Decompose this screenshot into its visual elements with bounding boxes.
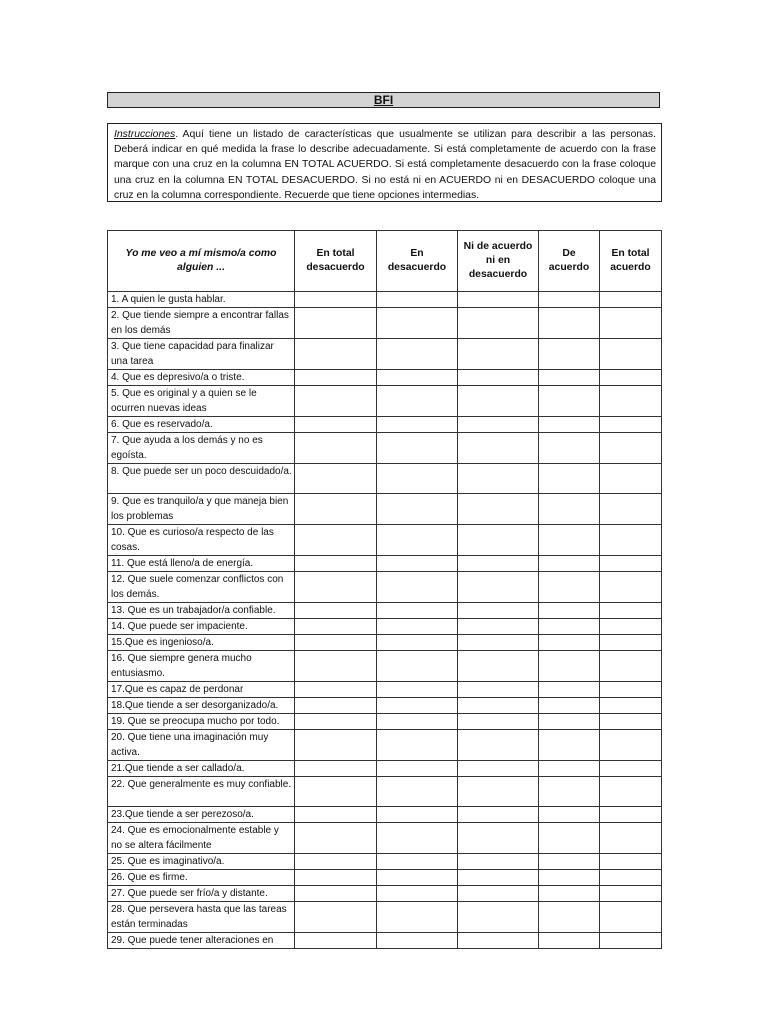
answer-cell-total-disagree[interactable] [295,635,377,651]
answer-cell-neutral[interactable] [458,807,539,823]
table-body [108,292,662,949]
answer-cell-disagree[interactable] [377,525,458,556]
item-statement: 24. Que es emocionalmente estable y no se altera fácilmente [108,823,295,854]
answer-cell-agree[interactable] [539,854,600,870]
answer-cell-disagree[interactable] [377,807,458,823]
header-neutral: Ni de acuerdo ni en desacuerdo [458,231,539,292]
answer-cell-neutral[interactable] [458,651,539,682]
answer-cell-total-agree[interactable] [600,433,662,464]
item-statement: 18.Que tiende a ser desorganizado/a. [108,698,295,714]
answer-cell-disagree[interactable] [377,417,458,433]
answer-cell-total-disagree[interactable] [295,854,377,870]
answer-cell-disagree[interactable] [377,572,458,603]
answer-cell-total-disagree[interactable] [295,902,377,933]
item-statement: 9. Que es tranquilo/a y que maneja bien los problemas [108,494,295,525]
table-row [108,777,662,807]
answer-cell-disagree[interactable] [377,603,458,619]
answer-cell-total-disagree[interactable] [295,494,377,525]
answer-cell-disagree[interactable] [377,730,458,761]
answer-cell-neutral[interactable] [458,777,539,807]
answer-cell-total-agree[interactable] [600,417,662,433]
answer-cell-agree[interactable] [539,556,600,572]
answer-cell-neutral[interactable] [458,682,539,698]
answer-cell-total-agree[interactable] [600,635,662,651]
answer-cell-total-disagree[interactable] [295,730,377,761]
table-row [108,339,662,370]
item-statement: 25. Que es imaginativo/a. [108,854,295,870]
answer-cell-disagree[interactable] [377,494,458,525]
answer-cell-neutral[interactable] [458,603,539,619]
answer-cell-disagree[interactable] [377,635,458,651]
answer-cell-neutral[interactable] [458,433,539,464]
answer-cell-agree[interactable] [539,464,600,494]
table-row [108,619,662,635]
answer-cell-disagree[interactable] [377,339,458,370]
answer-cell-total-agree[interactable] [600,761,662,777]
item-statement: 8. Que puede ser un poco descuidado/a. [108,464,295,494]
answer-cell-agree[interactable] [539,777,600,807]
item-statement: 17.Que es capaz de perdonar [108,682,295,698]
answer-cell-total-disagree[interactable] [295,370,377,386]
answer-cell-total-disagree[interactable] [295,682,377,698]
answer-cell-neutral[interactable] [458,730,539,761]
answer-cell-total-agree[interactable] [600,854,662,870]
answer-cell-neutral[interactable] [458,698,539,714]
answer-cell-total-agree[interactable] [600,933,662,949]
item-statement: 5. Que es original y a quien se le ocurren nuevas ideas [108,386,295,417]
answer-cell-neutral[interactable] [458,339,539,370]
answer-cell-disagree[interactable] [377,464,458,494]
answer-cell-disagree[interactable] [377,556,458,572]
answer-cell-disagree[interactable] [377,292,458,308]
table-row [108,603,662,619]
answer-cell-agree[interactable] [539,619,600,635]
answer-cell-neutral[interactable] [458,619,539,635]
table-row [108,807,662,823]
table-row [108,698,662,714]
answer-cell-total-agree[interactable] [600,339,662,370]
table-header-row [108,231,662,292]
answer-cell-total-disagree[interactable] [295,714,377,730]
answer-cell-agree[interactable] [539,603,600,619]
answer-cell-total-disagree[interactable] [295,308,377,339]
answer-cell-disagree[interactable] [377,933,458,949]
item-statement: 1. A quien le gusta hablar. [108,292,295,308]
answer-cell-neutral[interactable] [458,823,539,854]
answer-cell-agree[interactable] [539,433,600,464]
answer-cell-neutral[interactable] [458,854,539,870]
item-statement: 22. Que generalmente es muy confiable. [108,777,295,807]
answer-cell-agree[interactable] [539,870,600,886]
item-statement: 3. Que tiene capacidad para finalizar una tarea [108,339,295,370]
answer-cell-agree[interactable] [539,635,600,651]
answer-cell-total-disagree[interactable] [295,886,377,902]
item-statement: 10. Que es curioso/a respecto de las cosas. [108,525,295,556]
document-title: BFI [107,92,660,108]
answer-cell-neutral[interactable] [458,556,539,572]
answer-cell-total-agree[interactable] [600,292,662,308]
answer-cell-total-agree[interactable] [600,902,662,933]
answer-cell-total-disagree[interactable] [295,761,377,777]
table-row [108,494,662,525]
answer-cell-total-disagree[interactable] [295,698,377,714]
answer-cell-total-agree[interactable] [600,807,662,823]
answer-cell-neutral[interactable] [458,464,539,494]
answer-cell-disagree[interactable] [377,651,458,682]
bfi-questionnaire-table [107,230,662,949]
answer-cell-disagree[interactable] [377,761,458,777]
answer-cell-total-agree[interactable] [600,494,662,525]
answer-cell-total-disagree[interactable] [295,433,377,464]
item-statement: 14. Que puede ser impaciente. [108,619,295,635]
answer-cell-disagree[interactable] [377,714,458,730]
answer-cell-total-agree[interactable] [600,308,662,339]
answer-cell-disagree[interactable] [377,823,458,854]
table-row [108,417,662,433]
answer-cell-neutral[interactable] [458,933,539,949]
table-row [108,525,662,556]
table-row [108,886,662,902]
table-row [108,433,662,464]
table-row [108,556,662,572]
answer-cell-neutral[interactable] [458,635,539,651]
answer-cell-total-agree[interactable] [600,464,662,494]
answer-cell-total-disagree[interactable] [295,292,377,308]
answer-cell-total-agree[interactable] [600,386,662,417]
item-statement: 23.Que tiende a ser perezoso/a. [108,807,295,823]
table-row [108,730,662,761]
item-statement: 21.Que tiende a ser callado/a. [108,761,295,777]
item-statement: 16. Que siempre genera mucho entusiasmo. [108,651,295,682]
table-row [108,308,662,339]
answer-cell-disagree[interactable] [377,370,458,386]
answer-cell-agree[interactable] [539,730,600,761]
answer-cell-total-agree[interactable] [600,777,662,807]
table-row [108,464,662,494]
answer-cell-agree[interactable] [539,886,600,902]
item-statement: 27. Que puede ser frío/a y distante. [108,886,295,902]
answer-cell-total-disagree[interactable] [295,777,377,807]
item-statement: 28. Que persevera hasta que las tareas están terminadas [108,902,295,933]
table-row [108,870,662,886]
table-row [108,651,662,682]
answer-cell-neutral[interactable] [458,417,539,433]
answer-cell-agree[interactable] [539,525,600,556]
answer-cell-total-disagree[interactable] [295,823,377,854]
answer-cell-total-agree[interactable] [600,886,662,902]
answer-cell-agree[interactable] [539,933,600,949]
answer-cell-disagree[interactable] [377,854,458,870]
answer-cell-total-disagree[interactable] [295,339,377,370]
answer-cell-disagree[interactable] [377,902,458,933]
answer-cell-agree[interactable] [539,292,600,308]
answer-cell-total-disagree[interactable] [295,603,377,619]
item-statement: 6. Que es reservado/a. [108,417,295,433]
answer-cell-neutral[interactable] [458,494,539,525]
answer-cell-total-agree[interactable] [600,682,662,698]
item-statement: 29. Que puede tener alteraciones en [108,933,295,949]
answer-cell-disagree[interactable] [377,870,458,886]
answer-cell-agree[interactable] [539,682,600,698]
answer-cell-total-disagree[interactable] [295,619,377,635]
table-row [108,292,662,308]
answer-cell-disagree[interactable] [377,698,458,714]
answer-cell-agree[interactable] [539,370,600,386]
answer-cell-total-disagree[interactable] [295,386,377,417]
answer-cell-total-disagree[interactable] [295,417,377,433]
answer-cell-total-disagree[interactable] [295,870,377,886]
table-row [108,902,662,933]
answer-cell-neutral[interactable] [458,886,539,902]
instructions-box [107,123,662,202]
answer-cell-total-agree[interactable] [600,556,662,572]
answer-cell-agree[interactable] [539,494,600,525]
answer-cell-total-agree[interactable] [600,619,662,635]
table-row [108,823,662,854]
item-statement: 13. Que es un trabajador/a confiable. [108,603,295,619]
answer-cell-neutral[interactable] [458,308,539,339]
answer-cell-disagree[interactable] [377,886,458,902]
answer-cell-neutral[interactable] [458,714,539,730]
answer-cell-agree[interactable] [539,339,600,370]
answer-cell-total-agree[interactable] [600,698,662,714]
instructions-text: . Aquí tiene un listado de características que usualmente se utilizan para describir a las personas. Deberá indicar en qué medida la frase lo describe adecuadamente. Si está completamente de acuerdo con la frase marque con una cruz en la columna EN TOTAL ACUERDO. Si está completamente desacuerdo con la frase coloque una cruz en la columna EN TOTAL DESACUERDO. Si no está ni en ACUERDO ni en DESACUERDO coloque una cruz en la columna correspondiente. Recuerde que tiene opciones intermedias. [114,129,656,201]
header-agree: De acuerdo [539,231,600,292]
answer-cell-agree[interactable] [539,823,600,854]
answer-cell-total-agree[interactable] [600,730,662,761]
answer-cell-total-disagree[interactable] [295,651,377,682]
answer-cell-total-disagree[interactable] [295,807,377,823]
header-disagree: En desacuerdo [377,231,458,292]
answer-cell-neutral[interactable] [458,386,539,417]
answer-cell-total-disagree[interactable] [295,464,377,494]
item-statement: 26. Que es firme. [108,870,295,886]
table-row [108,635,662,651]
answer-cell-agree[interactable] [539,651,600,682]
answer-cell-disagree[interactable] [377,682,458,698]
table-row [108,682,662,698]
answer-cell-total-agree[interactable] [600,651,662,682]
answer-cell-agree[interactable] [539,572,600,603]
answer-cell-total-disagree[interactable] [295,933,377,949]
answer-cell-disagree[interactable] [377,308,458,339]
item-statement: 19. Que se preocupa mucho por todo. [108,714,295,730]
answer-cell-agree[interactable] [539,807,600,823]
answer-cell-disagree[interactable] [377,433,458,464]
answer-cell-agree[interactable] [539,714,600,730]
item-statement: 4. Que es depresivo/a o triste. [108,370,295,386]
answer-cell-agree[interactable] [539,902,600,933]
answer-cell-disagree[interactable] [377,619,458,635]
answer-cell-neutral[interactable] [458,370,539,386]
table-row [108,761,662,777]
item-statement: 12. Que suele comenzar conflictos con los demás. [108,572,295,603]
answer-cell-total-disagree[interactable] [295,525,377,556]
table-row [108,933,662,949]
answer-cell-agree[interactable] [539,308,600,339]
answer-cell-agree[interactable] [539,417,600,433]
answer-cell-agree[interactable] [539,761,600,777]
answer-cell-total-agree[interactable] [600,823,662,854]
answer-cell-neutral[interactable] [458,572,539,603]
answer-cell-total-agree[interactable] [600,370,662,386]
answer-cell-disagree[interactable] [377,777,458,807]
answer-cell-total-agree[interactable] [600,714,662,730]
instructions-label: Instrucciones [114,129,176,140]
answer-cell-total-agree[interactable] [600,572,662,603]
answer-cell-neutral[interactable] [458,525,539,556]
item-statement: 20. Que tiene una imaginación muy activa. [108,730,295,761]
header-statement: Yo me veo a mí mismo/a como alguien ... [108,231,295,292]
answer-cell-total-agree[interactable] [600,870,662,886]
item-statement: 15.Que es ingenioso/a. [108,635,295,651]
header-total-disagree: En total desacuerdo [295,231,377,292]
answer-cell-neutral[interactable] [458,761,539,777]
table-row [108,714,662,730]
answer-cell-neutral[interactable] [458,292,539,308]
item-statement: 2. Que tiende siempre a encontrar fallas en los demás [108,308,295,339]
answer-cell-total-disagree[interactable] [295,572,377,603]
answer-cell-agree[interactable] [539,386,600,417]
item-statement: 7. Que ayuda a los demás y no es egoísta. [108,433,295,464]
header-total-agree: En total acuerdo [600,231,662,292]
answer-cell-agree[interactable] [539,698,600,714]
answer-cell-disagree[interactable] [377,386,458,417]
table-row [108,572,662,603]
table-row [108,370,662,386]
answer-cell-total-agree[interactable] [600,525,662,556]
answer-cell-neutral[interactable] [458,902,539,933]
table-row [108,386,662,417]
item-statement: 11. Que está lleno/a de energía. [108,556,295,572]
answer-cell-neutral[interactable] [458,870,539,886]
answer-cell-total-disagree[interactable] [295,556,377,572]
answer-cell-total-agree[interactable] [600,603,662,619]
table-row [108,854,662,870]
